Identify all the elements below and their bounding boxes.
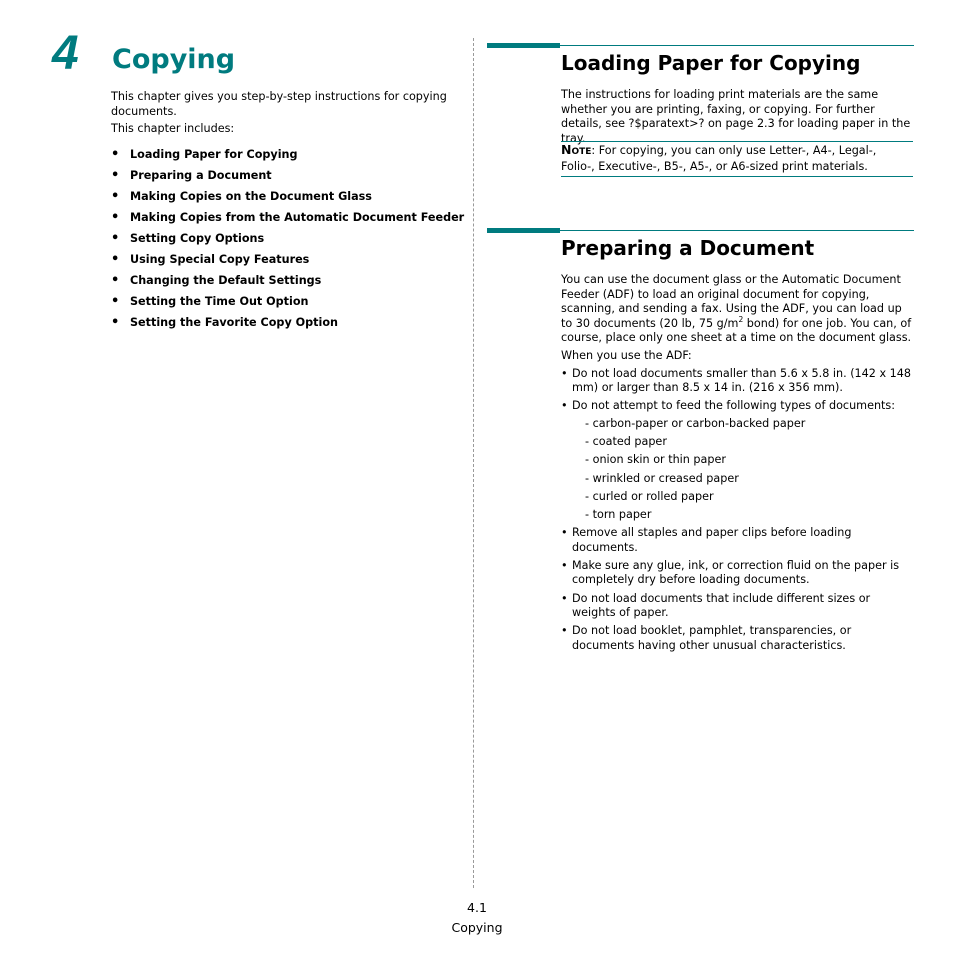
toc-item[interactable] [111,228,471,249]
chapter-title: Copying [112,44,236,75]
toc-item-label: Setting the Favorite Copy Option [130,316,338,329]
preparing-section-title: Preparing a Document [561,236,815,260]
bullet-dot: • [111,294,120,309]
chapter-intro [111,90,466,140]
bullet-dot: • [111,231,120,246]
bullet-dot: • [111,147,120,162]
loading-body-text: The instructions for loading print materials are the same whether you are printing, faxing, or copying. For further details, see ?$paratext>? on page 2.3 for loading paper in the tray. [561,88,911,145]
note-label-rest: OTE [571,147,592,157]
sub-list-item: - carbon-paper or carbon-backed paper [585,416,806,430]
toc-item-label: Setting Copy Options [130,232,265,245]
column-divider [473,38,474,888]
note-label-initial: N [561,142,572,157]
sub-list-item: - coated paper [585,435,667,449]
bullet-dot: • [111,252,120,267]
note-text: : For copying, you can only use Letter-, A4-, Legal-, Folio-, Executive-, B5-, A5-, or A6-sized print materials. [561,144,877,173]
section-rule [487,45,914,46]
toc-item-label: Loading Paper for Copying [130,148,298,161]
list-item [561,526,913,555]
includes-label: This chapter includes: [111,122,235,136]
toc-item[interactable] [111,165,471,186]
page-number: 4.1 [467,900,487,915]
toc-item[interactable] [111,186,471,207]
bullet-dot: • [111,315,120,330]
list-item [561,559,913,588]
toc-item[interactable] [111,144,471,165]
preparing-intro [561,273,913,346]
toc-item-label: Making Copies from the Automatic Document Feeder [130,211,465,224]
toc-item[interactable] [111,312,471,333]
list-item-text: Do not load booklet, pamphlet, transparencies, or documents having other unusual characteristics. [572,624,852,652]
section-rule [487,230,914,231]
toc-item-label: Using Special Copy Features [130,253,310,266]
bullet-dot: • [561,399,568,413]
toc-item[interactable] [111,207,471,228]
list-item-text: Make sure any glue, ink, or correction fluid on the paper is completely dry before loading documents. [572,558,900,587]
toc-item[interactable] [111,249,471,270]
bullet-dot: • [561,366,568,380]
adf-label: When you use the ADF: [561,348,692,362]
bullet-dot: • [561,526,568,540]
bullet-dot: • [111,273,120,288]
bullet-dot: • [111,189,120,204]
superscript: 2 [738,314,744,324]
loading-section-title: Loading Paper for Copying [561,51,861,75]
list-item-text: Remove all staples and paper clips before loading documents. [572,526,852,554]
preparing-body [561,273,913,657]
list-item-text: Do not load documents that include different sizes or weights of paper. [572,591,871,620]
list-item [561,367,913,396]
chapter-number: 4 [52,27,79,80]
bullet-dot: • [111,210,120,225]
bullet-dot: • [561,591,568,605]
footer-section: Copying [451,920,503,935]
list-item [561,592,913,621]
preparing-intro-pre: You can use the document glass or the Automatic Document Feeder (ADF) to load an original document for copying, scanning, and sending a fax. Using the ADF, you can load up to 30 documents (20 lb, 75 g/m [561,273,902,330]
chapter-toc [111,144,471,333]
toc-item-label: Setting the Time Out Option [130,295,309,308]
intro-text: This chapter gives you step-by-step instructions for copying documents. [111,90,447,118]
note-box [561,141,913,177]
list-item [561,624,913,653]
document-types-list [572,417,913,523]
adf-list [561,367,913,654]
list-item-text: Do not attempt to feed the following types of documents: [572,399,896,413]
bullet-dot: • [561,558,568,572]
toc-item[interactable] [111,291,471,312]
sub-list-item: - wrinkled or creased paper [585,471,739,485]
toc-item-label: Changing the Default Settings [130,274,322,287]
list-item [561,399,913,522]
toc-item-label: Making Copies on the Document Glass [130,190,372,203]
bullet-dot: • [111,168,120,183]
loading-body [561,88,913,146]
sub-list-item: - curled or rolled paper [585,489,714,503]
toc-item[interactable] [111,270,471,291]
note-label [561,144,591,157]
toc-item-label: Preparing a Document [130,169,272,182]
preparing-intro-post: bond) for one job. You can, of course, place only one sheet at a time on the document glass. [561,316,912,345]
bullet-dot: • [561,624,568,638]
list-item-text: Do not load documents smaller than 5.6 x 5.8 in. (142 x 148 mm) or larger than 8.5 x 14 in. (216 x 356 mm). [572,366,911,395]
sub-list-item: - onion skin or thin paper [585,453,726,467]
sub-list-item: - torn paper [585,507,652,521]
